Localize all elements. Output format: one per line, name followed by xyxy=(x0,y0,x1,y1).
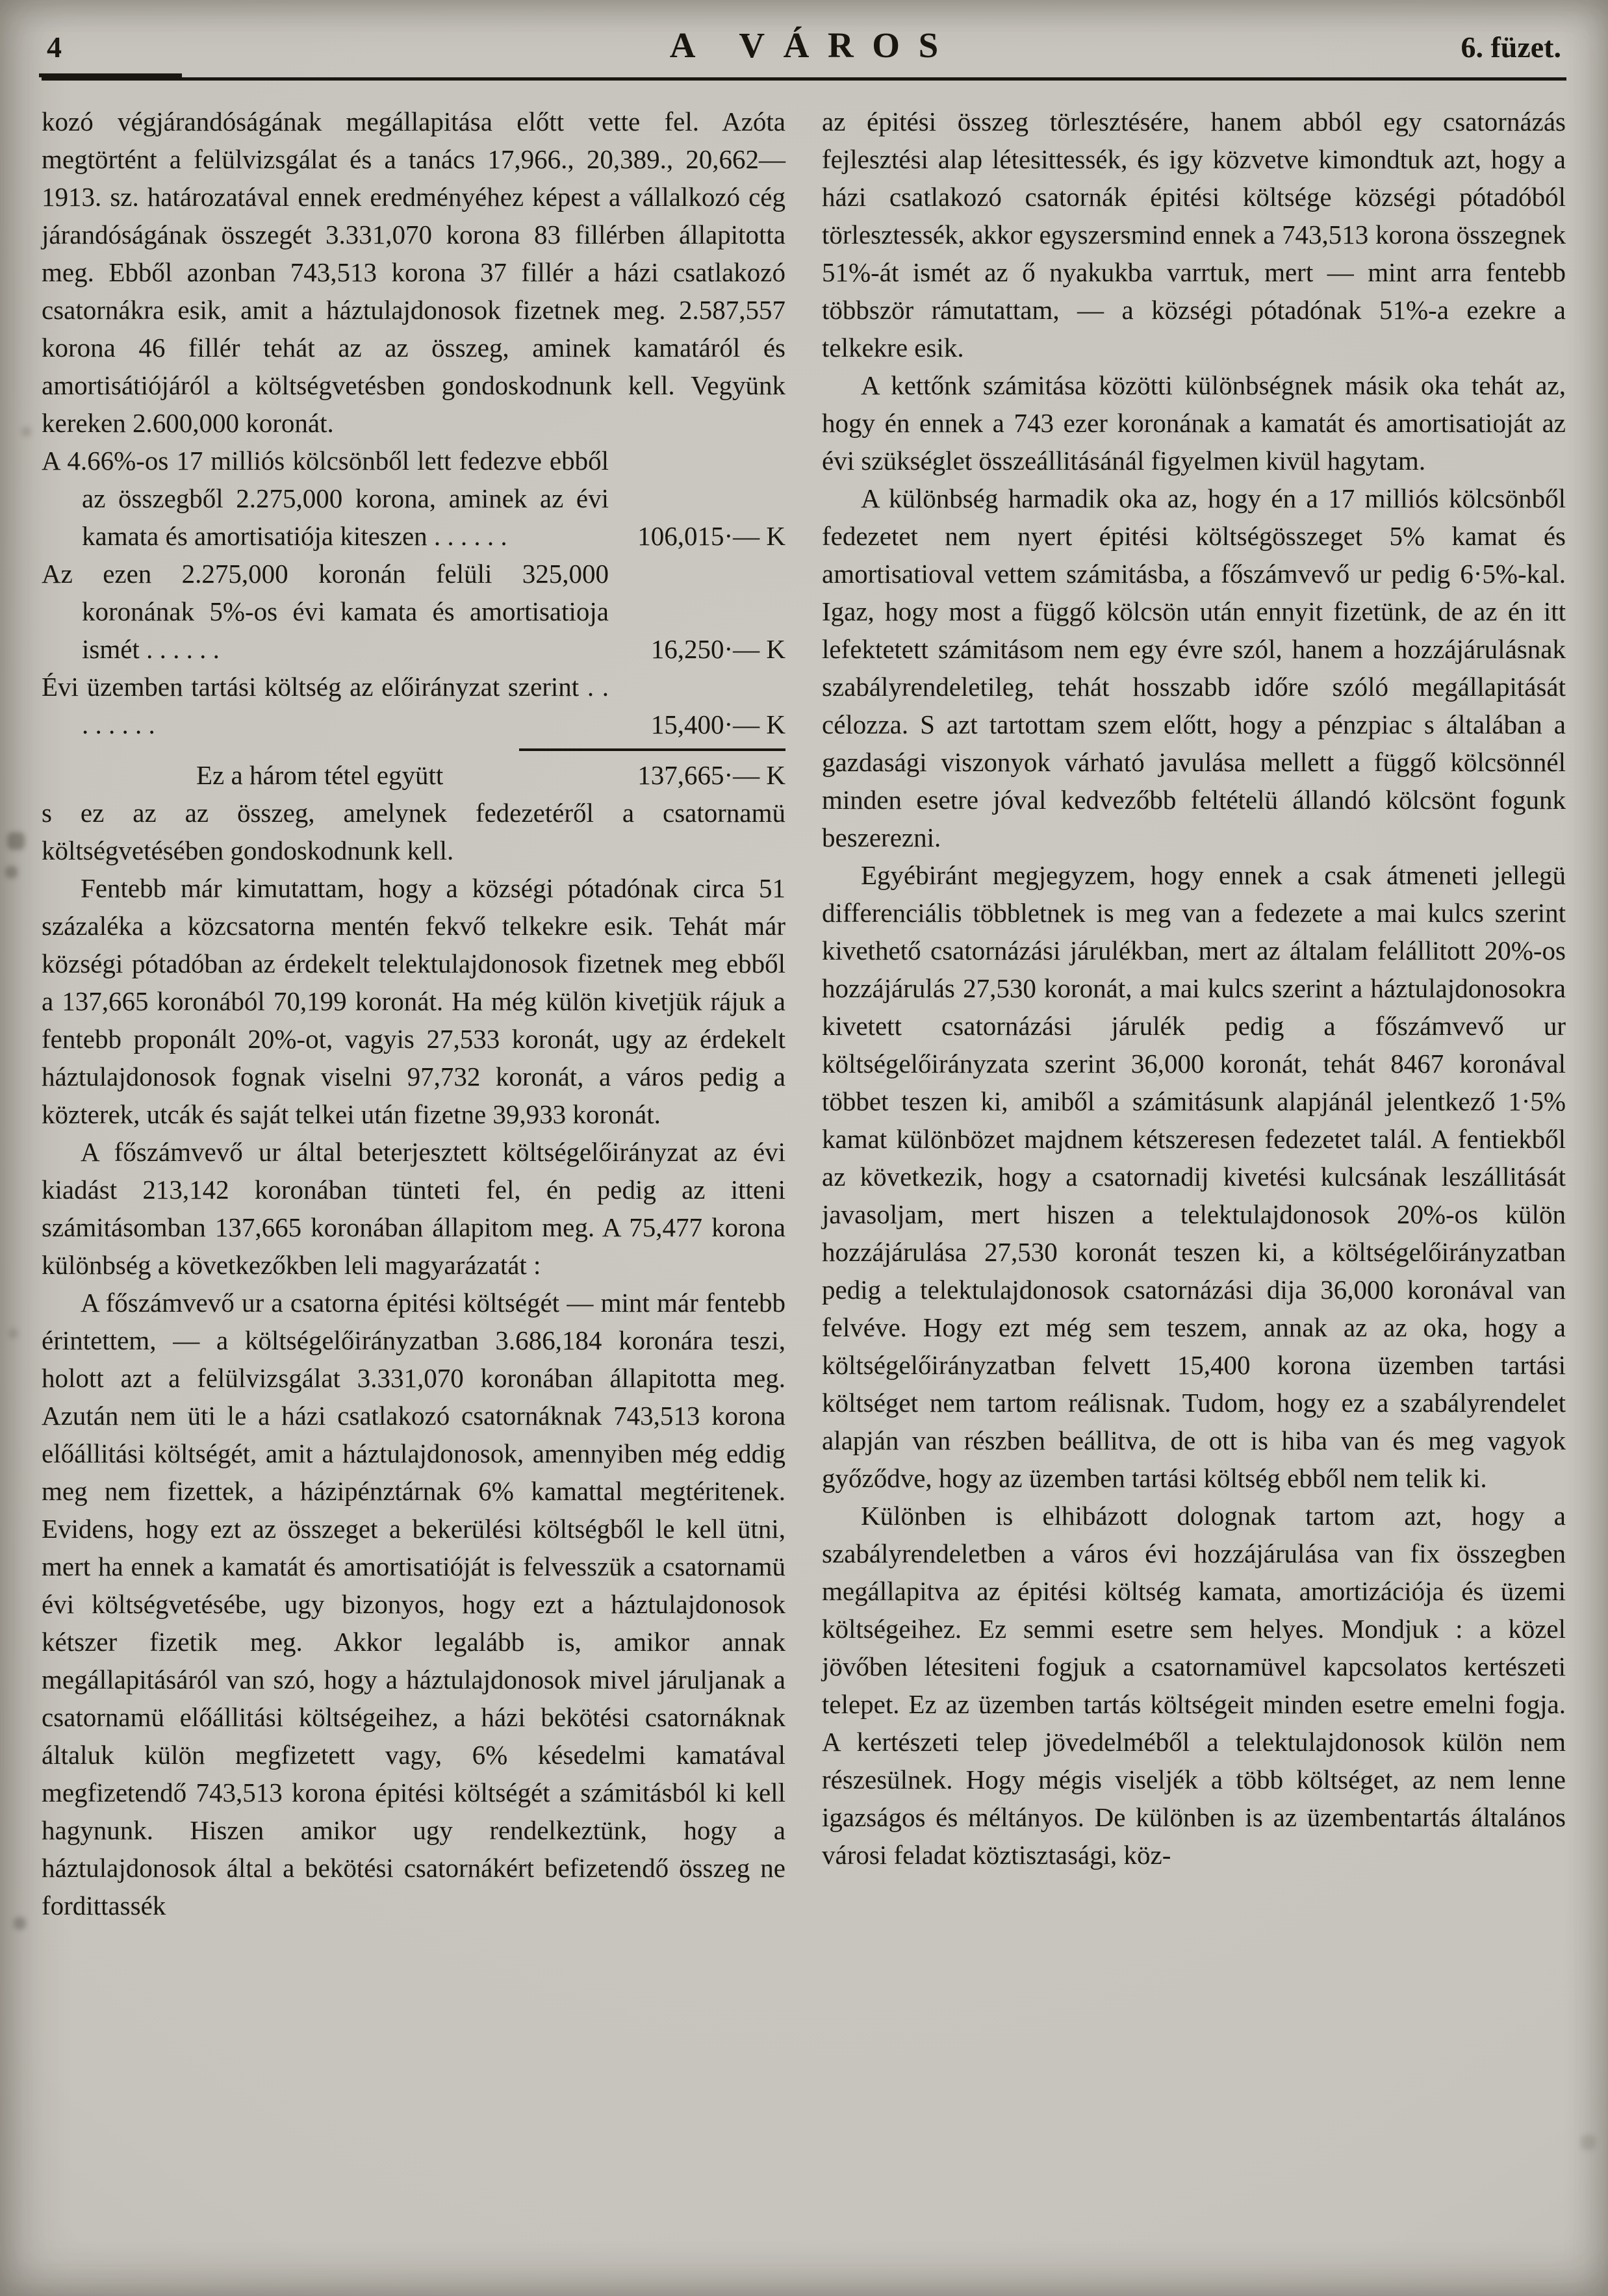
paragraph: A különbség harmadik oka az, hogy én a 17 milliós kölcsönből fedezetet nem nyert épitési költségösszeget 5% kamat és amortisatioval vettem számitásba, a főszámvevő ur pedig 6·5%-kal. Igaz, hogy most a függő kölcsön után ennyit fizetünk, de az én itt lefektetett számitásom nem egy évre szól, hanem a hozzájárulásnak szabályrendeletileg, tehát hosszabb időre szóló megállapitását célozza. S azt tartottam szem előtt, hogy a pénzpiac s általában a gazdasági viszonyok várható javulása mellett a függő kölcsönnél minden esetre jóval kedvezőbb feltételü állandó kölcsönt fogunk beszerezni. xyxy=(822,483,1566,852)
cost-item xyxy=(42,555,785,668)
paragraph: kozó végjárandóságának megállapitása előtt vette fel. Azóta megtörtént a felülvizsgálat és a tanács 17,966., 20,389., 20,662—1913. sz. határozatával ennek eredményéhez képest a vállalkozó cég járandóságának összegét 3.331,070 korona 83 fillérben állapitotta meg. Ebből azonban 743,513 korona 37 fillér a házi csatlakozó csatornákra esik, amit a háztulajdonosok fizetnek meg. 2.587,557 korona 46 fillér tehát az az összeg, aminek kamatáról és amortisátiójáról a költségvetésben gondoskodnunk kell. Vegyünk kereken 2.600,000 koronát. xyxy=(42,107,785,438)
text-columns xyxy=(42,103,1566,1924)
page-header xyxy=(42,22,1566,77)
left-column xyxy=(42,103,785,1924)
paragraph: A kettőnk számitása közötti különbségnek másik oka tehát az, hogy én ennek a 743 ezer koronának a kamatát és amortisatioját az évi szükséglet összeállitásánál figyelmen kivül hagytam. xyxy=(822,370,1566,476)
cost-item-amount: 137,665·— K xyxy=(637,760,785,790)
cost-item xyxy=(42,442,785,555)
paragraph: Egyébiránt megjegyzem, hogy ennek a csak átmeneti jellegü differenciális többletnek is meg van a fedezete a mai kulcs szerint kivethető csatornázási járulékban, mert az általam felállitott 20%-os hozzájárulás 27,530 koronát, a mai kulcs szerint a háztulajdonosokra kivetett csatornázási járulék pedig a főszámvevő ur költségelőirányzata szerint 36,000 koronát, tehát 8467 koronával többet teszen ki, amiből a számitásunk alapjánál jelentkező 1·5% kamat különbözet majdnem kétszeresen fedezetet talál. A fentiekből az következik, hogy a csatornadij kivetési kulcsának leszállitását javasoljam, mert hiszen a telektulajdonosok 20%-os külön hozzájárulása 27,530 koronát teszen ki, a költségelőirányzatban pedig a telektulajdonosok csatornázási dija 36,000 koronával van felvéve. Hogy ezt még sem teszem, annak az az oka, hogy a költségelőirányzatban felvett 15,400 korona üzemben tartási költséget nem tartom reálisnak. Tudom, hogy ez a szabályrendelet alapján van részben beállitva, de ott is hiba van és meg vagyok győződve, hogy az üzemben tartási költség ebből nem telik ki. xyxy=(822,860,1566,1493)
cost-item-label: Évi üzemben tartási költség az előirányzat szerint . . . . . . . . xyxy=(42,672,609,739)
paragraph: Fentebb már kimutattam, hogy a községi pótadónak circa 51 százaléka a közcsatorna mentén fekvő telkekre esik. Tehát már községi pótadóban az érdekelt telektulajdonosok fizetnek meg ebből a 137,665 koronából 70,199 koronát. Ha még külön kivetjük rájuk a fentebb proponált 20%-ot, vagyis 27,533 koronát, ugy az érdekelt háztulajdonosok fognak viselni 97,732 koronát, a város pedig a közterek, utcák és saját telkei után fizetne 39,933 koronát. xyxy=(42,873,785,1129)
paragraph: Különben is elhibázott dolognak tartom azt, hogy a szabályrendeletben a város évi hozzájárulása van fix összegben megállapitva az épitési költség kamata, amortizációja és üzemi költségeihez. Ez semmi esetre sem helyes. Mondjuk : a közel jövőben létesiteni fogjuk a csatornamüvel kapcsolatos kertészeti telepet. Ez az üzemben tartás költségeit minden esetre emelni fogja. A kertészeti telep jövedelméből a telektulajdonosok külön nem részesülnek. Hogy mégis viseljék a több költséget, az nem lenne igazságos és méltányos. De különben is az üzembentartás általános városi feladat köztisztasági, köz- xyxy=(822,1501,1566,1870)
paragraph: A főszámvevő ur által beterjesztett költségelőirányzat az évi kiadást 213,142 koronában tünteti fel, én pedig az itteni számitásomban 137,665 koronában állapitom meg. A 75,477 korona különbség a következőkben leli magyarázatát : xyxy=(42,1137,785,1280)
issue-label: 6. füzet. xyxy=(1461,31,1561,64)
cost-item xyxy=(42,668,785,743)
paragraph: s ez az az összeg, amelynek fedezetéről a csatornamü költségvetésében gondoskodnunk kell. xyxy=(42,798,785,865)
cost-item-label: Az ezen 2.275,000 koronán felüli 325,000 koronának 5%-os évi kamata és amortisatioja ismét . . . . . . xyxy=(42,559,609,664)
scan-artifacts xyxy=(4,0,7,3)
paragraph: A főszámvevő ur a csatorna épitési költségét — mint már fentebb érintettem, — a költségelőirányzatban 3.686,184 koronára teszi, holott azt a felülvizsgálat 3.331,070 koronában állapitotta meg. Azután nem üti le a házi csatlakozó csatornáknak 743,513 korona előállitási költségét, amit a háztulajdonosok, amennyiben még eddig meg nem fizettek, a házipénztárnak 6% kamattal megtéritenek. Evidens, hogy ezt az összeget a bekerülési költségből le kell ütni, mert ha ennek a kamatát és amortisatióját is felvesszük a csatornamü évi költségvetésébe, ugy bizonyos, hogy ezt a háztulajdonosok kétszer fizetik meg. Akkor legalább is, amikor annak megállapitásáról van szó, hogy a háztulajdonosok mivel járuljanak a csatornamü előállitási költségeihez, a házi bekötési csatornáknak általuk külön megfizetett vagy, 6% késedelmi kamatával megfizetendő 743,513 korona épitési költségét a számitásból ki kell hagynunk. Hiszen amikor ugy rendelkeztünk, hogy a háztulajdonosok által a bekötési csatornákért befizetendő összeg ne fordittassék xyxy=(42,1288,785,1920)
paragraph: az épitési összeg törlesztésére, hanem abból egy csatornázás fejlesztési alap létesittessék, és igy közvetve kimondtuk azt, hogy a házi csatlakozó csatornák épitési költsége községi pótadóból törlesztessék, akkor egyszersmind ennek a 743,513 korona összegnek 51%-át ismét az ő nyakukba varrtuk, mert — mint arra fentebb többször rámutattam, — a községi pótadónak 51%-a ezekre a telkekre esik. xyxy=(822,107,1566,363)
cost-item-label: A 4.66%-os 17 milliós kölcsönből lett fedezve ebből az összegből 2.275,000 korona, aminek az évi kamata és amortisatiója kiteszen . . . . . . xyxy=(42,446,609,551)
cost-item-amount: 15,400·— K xyxy=(650,709,785,739)
header-rule xyxy=(42,77,1566,81)
right-column xyxy=(822,103,1566,1924)
sum-rule xyxy=(519,748,785,751)
cost-item-amount: 16,250·— K xyxy=(650,634,785,664)
header-rule-thick-segment xyxy=(39,73,182,77)
page-number: 4 xyxy=(47,31,62,64)
cost-item-label: Ez a három tétel együtt xyxy=(196,760,444,790)
cost-total xyxy=(42,756,785,794)
journal-title: A VÁROS xyxy=(669,25,957,65)
cost-item-amount: 106,015·— K xyxy=(637,521,785,551)
